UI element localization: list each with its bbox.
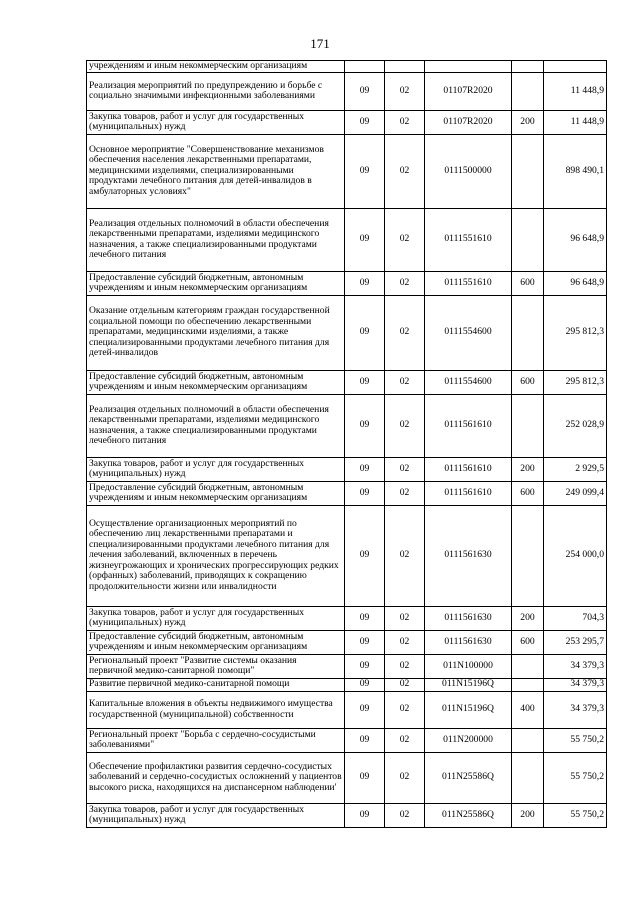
cell-expense-type	[512, 208, 544, 271]
cell-section: 09	[345, 505, 385, 606]
cell-section: 09	[345, 457, 385, 481]
cell-name: Осуществление организационных мероприятий по обеспечению лиц лекарственными препаратами и специализированными продуктами лечебного питания для лечения заболеваний, включенных в перечень жизнеугрожающих и хронических прогрессирующих редких (орфанных) заболеваний, приводящих к сокращению продолжительности жизни или инвалидности	[87, 505, 345, 606]
cell-section: 09	[345, 691, 385, 728]
cell-name: Предоставление субсидий бюджетным, автономным учреждениям и иным некоммерческим организациям	[87, 271, 345, 295]
cell-expense-type	[512, 295, 544, 370]
cell-amount: 96 648,9	[544, 208, 607, 271]
cell-name: Капитальные вложения в объекты недвижимого имущества государственной (муниципальной) собственности	[87, 691, 345, 728]
cell-name: учреждениям и иным некоммерческим организациям	[87, 61, 345, 73]
cell-subsection: 02	[385, 110, 425, 134]
table-row	[87, 606, 607, 630]
cell-subsection: 02	[385, 134, 425, 208]
cell-subsection: 02	[385, 295, 425, 370]
cell-target-article: 0111561610	[425, 394, 512, 457]
cell-subsection: 02	[385, 606, 425, 630]
cell-subsection: 02	[385, 803, 425, 827]
cell-amount: 55 750,2	[544, 803, 607, 827]
cell-subsection: 02	[385, 654, 425, 678]
cell-expense-type	[512, 752, 544, 803]
table-row	[87, 678, 607, 691]
cell-section: 09	[345, 606, 385, 630]
cell-expense-type: 600	[512, 481, 544, 505]
cell-subsection: 02	[385, 505, 425, 606]
cell-section: 09	[345, 752, 385, 803]
cell-amount: 898 490,1	[544, 134, 607, 208]
cell-target-article: 0111561610	[425, 481, 512, 505]
cell-subsection: 02	[385, 72, 425, 110]
table-row	[87, 208, 607, 271]
cell-name: Закупка товаров, работ и услуг для государственных (муниципальных) нужд	[87, 606, 345, 630]
cell-name: Закупка товаров, работ и услуг для государственных (муниципальных) нужд	[87, 803, 345, 827]
cell-amount: 249 099,4	[544, 481, 607, 505]
cell-subsection: 02	[385, 630, 425, 654]
cell-amount: 2 929,5	[544, 457, 607, 481]
cell-expense-type	[512, 72, 544, 110]
cell-target-article: 011N15196Q	[425, 691, 512, 728]
cell-subsection: 02	[385, 691, 425, 728]
cell-expense-type	[512, 134, 544, 208]
page-number: 171	[310, 36, 330, 51]
cell-amount	[544, 61, 607, 73]
table-row	[87, 505, 607, 606]
cell-target-article: 0111561630	[425, 606, 512, 630]
cell-target-article: 0111561610	[425, 457, 512, 481]
cell-name: Реализация отдельных полномочий в области обеспечения лекарственными препаратами, изделиями медицинского назначения, а также специализированными продуктами лечебного питания	[87, 394, 345, 457]
table-row	[87, 481, 607, 505]
cell-amount: 252 028,9	[544, 394, 607, 457]
table-row	[87, 394, 607, 457]
cell-target-article: 0111554600	[425, 370, 512, 394]
cell-section: 09	[345, 295, 385, 370]
cell-amount: 295 812,3	[544, 370, 607, 394]
cell-expense-type: 200	[512, 803, 544, 827]
cell-expense-type: 600	[512, 271, 544, 295]
cell-section: 09	[345, 678, 385, 691]
table-row	[87, 691, 607, 728]
cell-target-article: 011N200000	[425, 728, 512, 752]
cell-amount: 254 000,0	[544, 505, 607, 606]
table-row	[87, 728, 607, 752]
cell-amount: 253 295,7	[544, 630, 607, 654]
cell-name: Региональный проект "Борьба с сердечно-сосудистыми заболеваниями"	[87, 728, 345, 752]
cell-target-article: 0111551610	[425, 208, 512, 271]
cell-subsection: 02	[385, 457, 425, 481]
cell-section: 09	[345, 370, 385, 394]
cell-section	[345, 61, 385, 73]
cell-expense-type: 200	[512, 457, 544, 481]
cell-section: 09	[345, 134, 385, 208]
cell-amount: 704,3	[544, 606, 607, 630]
budget-table	[86, 60, 607, 828]
cell-subsection: 02	[385, 481, 425, 505]
cell-target-article: 0111554600	[425, 295, 512, 370]
table-row	[87, 752, 607, 803]
cell-amount: 295 812,3	[544, 295, 607, 370]
cell-subsection	[385, 61, 425, 73]
cell-target-article: 011N25586Q	[425, 752, 512, 803]
table-row	[87, 803, 607, 827]
cell-section: 09	[345, 271, 385, 295]
table-row	[87, 271, 607, 295]
cell-expense-type: 600	[512, 630, 544, 654]
cell-subsection: 02	[385, 370, 425, 394]
cell-target-article: 0111551610	[425, 271, 512, 295]
cell-section: 09	[345, 394, 385, 457]
cell-section: 09	[345, 654, 385, 678]
cell-name: Реализация отдельных полномочий в области обеспечения лекарственными препаратами, изделиями медицинского назначения, а также специализированными продуктами лечебного питания	[87, 208, 345, 271]
cell-amount: 96 648,9	[544, 271, 607, 295]
cell-target-article: 0111561630	[425, 630, 512, 654]
table-row	[87, 61, 607, 73]
table-row	[87, 370, 607, 394]
cell-name: Закупка товаров, работ и услуг для государственных (муниципальных) нужд	[87, 457, 345, 481]
budget-table-body	[87, 61, 607, 828]
table-row	[87, 630, 607, 654]
cell-subsection: 02	[385, 678, 425, 691]
cell-name: Оказание отдельным категориям граждан государственной социальной помощи по обеспечению лекарственными препаратами, медицинскими изделиями, а также специализированными продуктами лечебного питания для детей-инвалидов	[87, 295, 345, 370]
cell-section: 09	[345, 110, 385, 134]
cell-expense-type	[512, 654, 544, 678]
table-row	[87, 654, 607, 678]
cell-section: 09	[345, 728, 385, 752]
cell-section: 09	[345, 803, 385, 827]
cell-name: Предоставление субсидий бюджетным, автономным учреждениям и иным некоммерческим организациям	[87, 630, 345, 654]
cell-expense-type: 200	[512, 110, 544, 134]
cell-name: Закупка товаров, работ и услуг для государственных (муниципальных) нужд	[87, 110, 345, 134]
cell-name: Предоставление субсидий бюджетным, автономным учреждениям и иным некоммерческим организациям	[87, 370, 345, 394]
cell-subsection: 02	[385, 728, 425, 752]
cell-name: Основное мероприятие "Совершенствование механизмов обеспечения населения лекарственными препаратами, медицинскими изделиями, специализированными продуктами лечебного питания для детей-инвалидов в амбулаторных условиях"	[87, 134, 345, 208]
cell-expense-type: 600	[512, 370, 544, 394]
cell-target-article: 01107R2020	[425, 72, 512, 110]
cell-target-article: 0111561630	[425, 505, 512, 606]
cell-name: Реализация мероприятий по предупреждению и борьбе с социально значимыми инфекционными заболеваниями	[87, 72, 345, 110]
cell-target-article: 011N15196Q	[425, 678, 512, 691]
table-row	[87, 295, 607, 370]
cell-amount: 34 379,3	[544, 678, 607, 691]
table-row	[87, 134, 607, 208]
cell-name: Обеспечение профилактики развития сердечно-сосудистых заболеваний и сердечно-сосудистых осложнений у пациентов высокого риска, находящихся на диспансерном наблюдении'	[87, 752, 345, 803]
cell-amount: 11 448,9	[544, 110, 607, 134]
cell-subsection: 02	[385, 752, 425, 803]
cell-expense-type	[512, 728, 544, 752]
cell-target-article: 011N25586Q	[425, 803, 512, 827]
cell-expense-type	[512, 678, 544, 691]
cell-name: Развитие первичной медико-санитарной помощи	[87, 678, 345, 691]
cell-section: 09	[345, 72, 385, 110]
cell-amount: 55 750,2	[544, 728, 607, 752]
cell-section: 09	[345, 481, 385, 505]
cell-section: 09	[345, 208, 385, 271]
table-row	[87, 110, 607, 134]
cell-subsection: 02	[385, 394, 425, 457]
cell-section: 09	[345, 630, 385, 654]
cell-target-article: 0111500000	[425, 134, 512, 208]
cell-target-article	[425, 61, 512, 73]
cell-name: Региональный проект "Развитие системы оказания первичной медико-санитарной помощи"	[87, 654, 345, 678]
cell-amount: 55 750,2	[544, 752, 607, 803]
cell-amount: 34 379,3	[544, 691, 607, 728]
cell-amount: 11 448,9	[544, 72, 607, 110]
cell-expense-type	[512, 394, 544, 457]
cell-target-article: 011N100000	[425, 654, 512, 678]
cell-expense-type	[512, 505, 544, 606]
cell-expense-type: 200	[512, 606, 544, 630]
table-row	[87, 72, 607, 110]
cell-target-article: 01107R2020	[425, 110, 512, 134]
cell-name: Предоставление субсидий бюджетным, автономным учреждениям и иным некоммерческим организациям	[87, 481, 345, 505]
cell-amount: 34 379,3	[544, 654, 607, 678]
table-row	[87, 457, 607, 481]
cell-expense-type	[512, 61, 544, 73]
cell-subsection: 02	[385, 208, 425, 271]
cell-expense-type: 400	[512, 691, 544, 728]
cell-subsection: 02	[385, 271, 425, 295]
